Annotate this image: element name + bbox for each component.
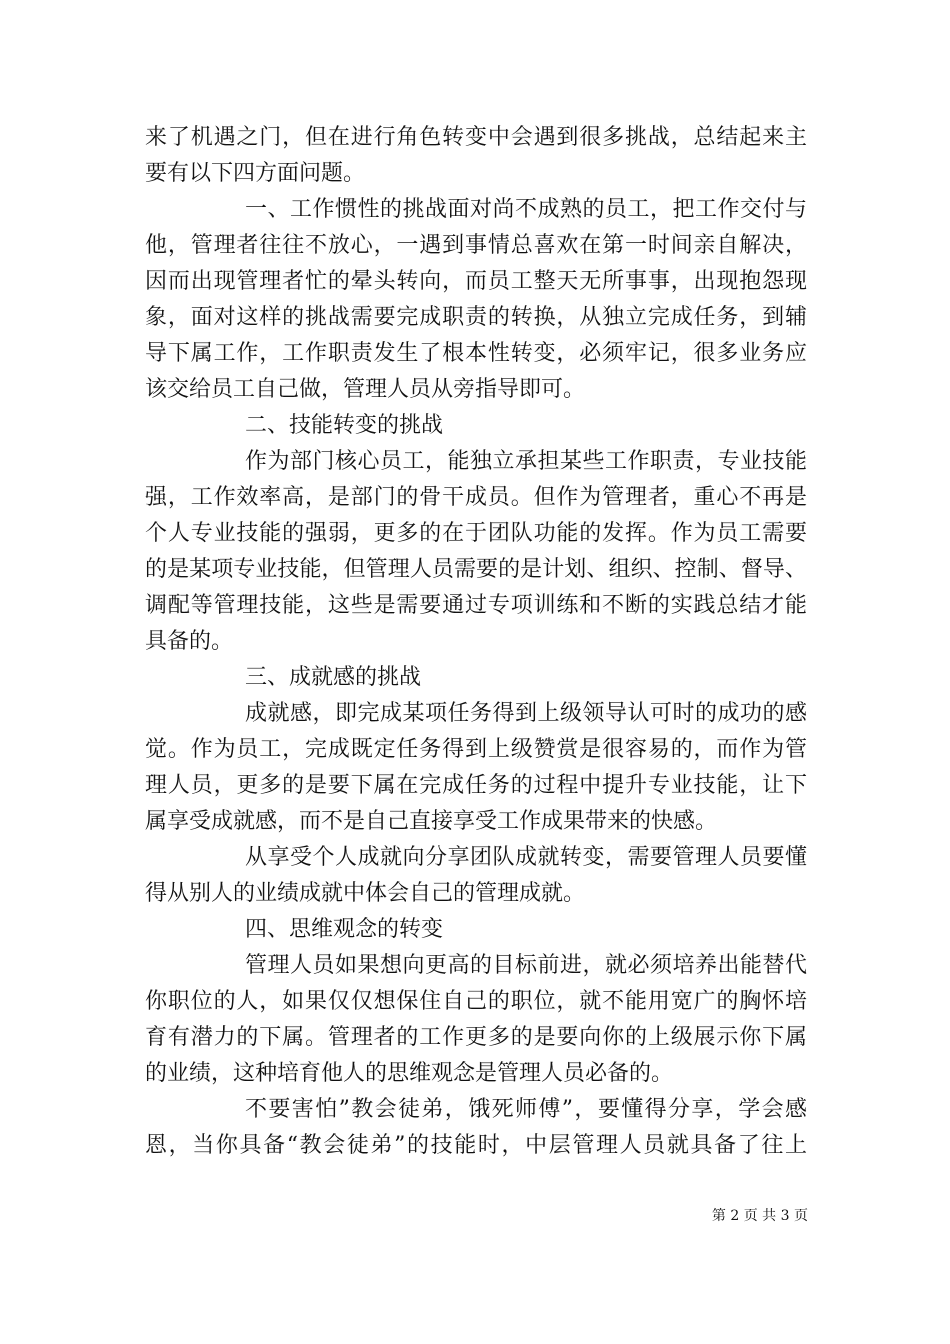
section-heading-2: 二、技能转变的挑战 (245, 413, 444, 438)
text-line: 管理人员如果想向更高的目标前进，就必须培养出能替代 (245, 953, 807, 978)
text-line: 成就感，即完成某项任务得到上级领导认可时的成功的感 (245, 701, 807, 726)
section-heading-4: 四、思维观念的转变 (245, 917, 444, 942)
text-line: 因而出现管理者忙的晕头转向，而员工整天无所事事，出现抱怨现 (145, 269, 807, 294)
text-line: 强，工作效率高，是部门的骨干成员。但作为管理者，重心不再是 (145, 485, 807, 510)
text-line: 象，面对这样的挑战需要完成职责的转换，从独立完成任务，到辅 (145, 305, 807, 330)
text-line: 恩，当你具备“教会徒弟”的技能时，中层管理人员就具备了往上 (145, 1133, 807, 1158)
text-line: 该交给员工自己做，管理人员从旁指导即可。 (145, 377, 586, 402)
text-line: 育有潜力的下属。管理者的工作更多的是要向你的上级展示你下属 (145, 1025, 807, 1050)
text-line: 的业绩，这种培育他人的思维观念是管理人员必备的。 (145, 1061, 674, 1086)
text-line: 具备的。 (145, 629, 234, 654)
section-heading-1: 一、工作惯性的挑战面对尚不成熟的员工，把工作交付与 (245, 197, 807, 222)
document-body (145, 120, 807, 1164)
page-number: 第 2 页 共 3 页 (711, 1208, 808, 1224)
section-heading-3: 三、成就感的挑战 (245, 665, 422, 690)
text-line: 你职位的人，如果仅仅想保住自己的职位，就不能用宽广的胸怀培 (145, 989, 807, 1014)
text-line: 他，管理者往往不放心，一遇到事情总喜欢在第一时间亲自解决， (145, 233, 807, 258)
text-line: 调配等管理技能，这些是需要通过专项训练和不断的实践总结才能 (145, 593, 807, 618)
text-line: 理人员，更多的是要下属在完成任务的过程中提升专业技能，让下 (145, 773, 807, 798)
text-line: 觉。作为员工，完成既定任务得到上级赞赏是很容易的，而作为管 (145, 737, 807, 762)
text-line: 从享受个人成就向分享团队成就转变，需要管理人员要懂 (245, 845, 807, 870)
text-line: 导下属工作，工作职责发生了根本性转变，必须牢记，很多业务应 (145, 341, 807, 366)
text-line: 作为部门核心员工，能独立承担某些工作职责，专业技能 (245, 449, 807, 474)
text-line: 属享受成就感，而不是自己直接享受工作成果带来的快感。 (145, 809, 718, 834)
text-line: 不要害怕”教会徒弟，饿死师傅”，要懂得分享，学会感 (245, 1097, 807, 1122)
text-line: 来了机遇之门，但在进行角色转变中会遇到很多挑战，总结起来主 (145, 125, 807, 150)
text-line: 得从别人的业绩成就中体会自己的管理成就。 (145, 881, 586, 906)
text-line: 个人专业技能的强弱，更多的在于团队功能的发挥。作为员工需要 (145, 521, 807, 546)
text-line: 的是某项专业技能，但管理人员需要的是计划、组织、控制、督导、 (145, 557, 807, 582)
text-line: 要有以下四方面问题。 (145, 161, 366, 186)
